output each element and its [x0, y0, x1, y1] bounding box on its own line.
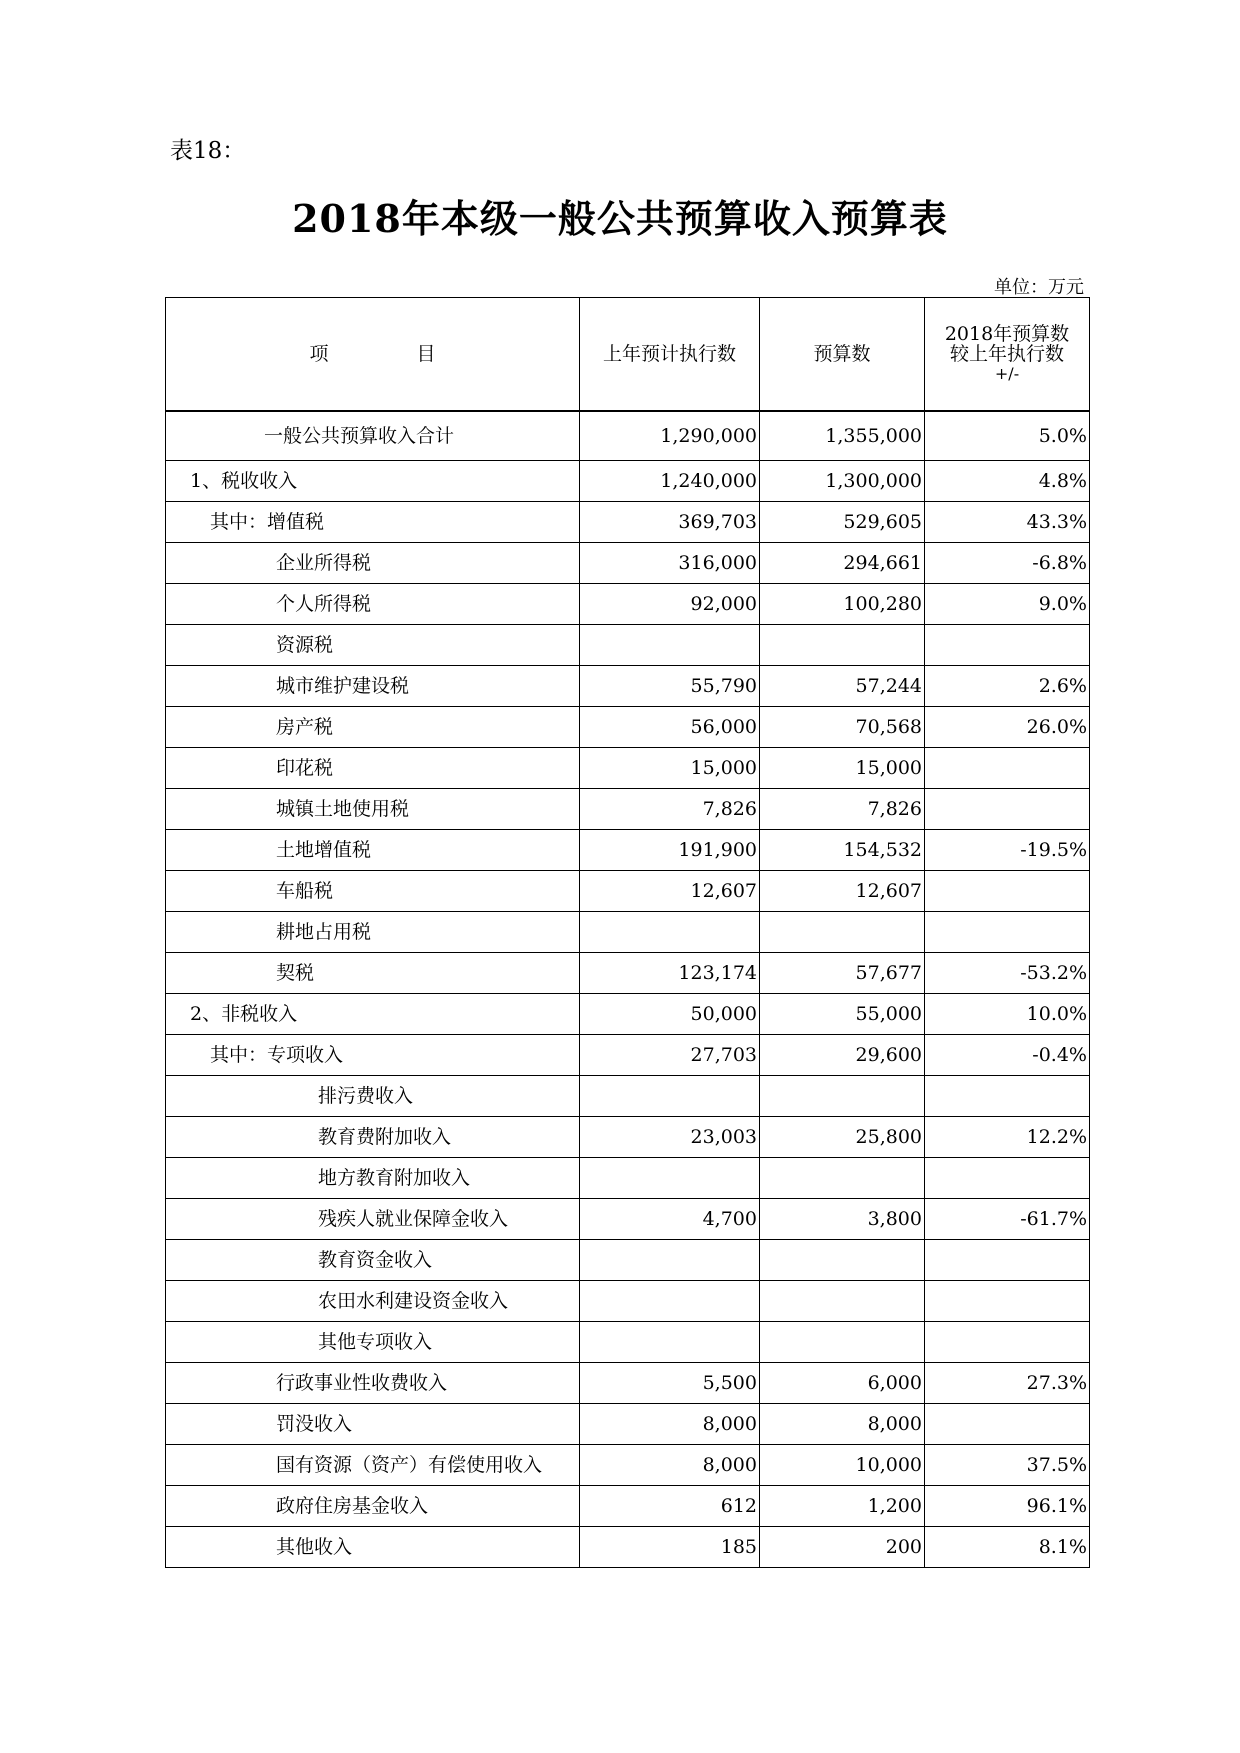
cell-prev: 191,900 [580, 830, 760, 871]
row-label: 其他专项收入 [166, 1322, 580, 1363]
cell-budget: 529,605 [760, 502, 925, 543]
cell-prev: 92,000 [580, 584, 760, 625]
header-prev-executed: 上年预计执行数 [580, 298, 760, 412]
row-label: 罚没收入 [166, 1404, 580, 1445]
table-row [166, 994, 1090, 1035]
row-label: 土地增值税 [166, 830, 580, 871]
cell-budget: 70,568 [760, 707, 925, 748]
cell-change: -0.4% [925, 1035, 1090, 1076]
cell-change: 5.0% [925, 411, 1090, 461]
cell-prev [580, 1281, 760, 1322]
cell-change: 10.0% [925, 994, 1090, 1035]
cell-change: 9.0% [925, 584, 1090, 625]
row-label: 契税 [166, 953, 580, 994]
page-title: 2018年本级一般公共预算收入预算表 [292, 196, 948, 241]
cell-change: 37.5% [925, 1445, 1090, 1486]
row-label: 一般公共预算收入合计 [166, 411, 580, 461]
cell-budget [760, 1158, 925, 1199]
table-row [166, 748, 1090, 789]
cell-budget: 6,000 [760, 1363, 925, 1404]
cell-change [925, 748, 1090, 789]
cell-change [925, 912, 1090, 953]
cell-prev: 56,000 [580, 707, 760, 748]
table-row [166, 461, 1090, 502]
cell-prev: 5,500 [580, 1363, 760, 1404]
cell-prev: 185 [580, 1527, 760, 1568]
cell-budget: 10,000 [760, 1445, 925, 1486]
table-row [166, 584, 1090, 625]
cell-budget: 57,677 [760, 953, 925, 994]
table-row [166, 1117, 1090, 1158]
cell-change: 96.1% [925, 1486, 1090, 1527]
cell-prev [580, 1076, 760, 1117]
cell-prev: 50,000 [580, 994, 760, 1035]
cell-budget: 1,200 [760, 1486, 925, 1527]
cell-change: 26.0% [925, 707, 1090, 748]
cell-prev [580, 1240, 760, 1281]
row-label: 其中：专项收入 [166, 1035, 580, 1076]
cell-change: 4.8% [925, 461, 1090, 502]
cell-prev: 23,003 [580, 1117, 760, 1158]
cell-budget: 57,244 [760, 666, 925, 707]
cell-prev: 369,703 [580, 502, 760, 543]
cell-change: 43.3% [925, 502, 1090, 543]
cell-prev: 612 [580, 1486, 760, 1527]
row-label: 个人所得税 [166, 584, 580, 625]
table-header [166, 298, 1090, 412]
table-row [166, 411, 1090, 461]
cell-change: -19.5% [925, 830, 1090, 871]
cell-prev: 123,174 [580, 953, 760, 994]
cell-change [925, 1322, 1090, 1363]
cell-prev: 27,703 [580, 1035, 760, 1076]
cell-budget [760, 1322, 925, 1363]
cell-budget: 55,000 [760, 994, 925, 1035]
row-label: 其中：增值税 [166, 502, 580, 543]
cell-budget: 100,280 [760, 584, 925, 625]
cell-prev: 8,000 [580, 1445, 760, 1486]
cell-change [925, 871, 1090, 912]
cell-budget: 12,607 [760, 871, 925, 912]
table-row [166, 666, 1090, 707]
table-row [166, 953, 1090, 994]
table-row [166, 1404, 1090, 1445]
cell-change: 12.2% [925, 1117, 1090, 1158]
table-row [166, 1281, 1090, 1322]
cell-change [925, 1281, 1090, 1322]
row-label: 资源税 [166, 625, 580, 666]
cell-prev: 8,000 [580, 1404, 760, 1445]
row-label: 城市维护建设税 [166, 666, 580, 707]
cell-change: -6.8% [925, 543, 1090, 584]
budget-table [165, 297, 1090, 1568]
cell-change: 2.6% [925, 666, 1090, 707]
cell-change [925, 1404, 1090, 1445]
cell-change [925, 1158, 1090, 1199]
table-row [166, 830, 1090, 871]
row-label: 政府住房基金收入 [166, 1486, 580, 1527]
cell-budget: 200 [760, 1527, 925, 1568]
row-label: 1、税收收入 [166, 461, 580, 502]
row-label: 其他收入 [166, 1527, 580, 1568]
header-change: 2018年预算数 较上年执行数 +/- [925, 298, 1090, 412]
cell-change: -61.7% [925, 1199, 1090, 1240]
table-row [166, 1240, 1090, 1281]
table-row [166, 1076, 1090, 1117]
cell-prev [580, 625, 760, 666]
cell-budget [760, 1076, 925, 1117]
table-row [166, 1035, 1090, 1076]
cell-prev: 1,290,000 [580, 411, 760, 461]
row-label: 教育资金收入 [166, 1240, 580, 1281]
table-row [166, 1158, 1090, 1199]
cell-budget: 1,355,000 [760, 411, 925, 461]
row-label: 农田水利建设资金收入 [166, 1281, 580, 1322]
cell-budget: 29,600 [760, 1035, 925, 1076]
row-label: 房产税 [166, 707, 580, 748]
table-number: 表18： [170, 138, 246, 164]
row-label: 2、非税收入 [166, 994, 580, 1035]
cell-change: 27.3% [925, 1363, 1090, 1404]
table-row [166, 1322, 1090, 1363]
row-label: 残疾人就业保障金收入 [166, 1199, 580, 1240]
cell-budget [760, 625, 925, 666]
cell-budget [760, 1281, 925, 1322]
cell-change [925, 625, 1090, 666]
row-label: 印花税 [166, 748, 580, 789]
table-row [166, 707, 1090, 748]
cell-change [925, 1076, 1090, 1117]
row-label: 地方教育附加收入 [166, 1158, 580, 1199]
cell-prev: 1,240,000 [580, 461, 760, 502]
row-label: 企业所得税 [166, 543, 580, 584]
table-row [166, 912, 1090, 953]
table-row [166, 789, 1090, 830]
row-label: 车船税 [166, 871, 580, 912]
cell-prev [580, 1158, 760, 1199]
cell-budget [760, 912, 925, 953]
table-row [166, 1486, 1090, 1527]
cell-prev [580, 1322, 760, 1363]
row-label: 耕地占用税 [166, 912, 580, 953]
unit-label: 单位：万元 [994, 277, 1084, 298]
cell-prev: 316,000 [580, 543, 760, 584]
table-row [166, 625, 1090, 666]
header-budget: 预算数 [760, 298, 925, 412]
cell-budget: 294,661 [760, 543, 925, 584]
cell-prev: 7,826 [580, 789, 760, 830]
row-label: 排污费收入 [166, 1076, 580, 1117]
table-row [166, 871, 1090, 912]
cell-budget: 3,800 [760, 1199, 925, 1240]
row-label: 行政事业性收费收入 [166, 1363, 580, 1404]
cell-change: 8.1% [925, 1527, 1090, 1568]
table-row [166, 1445, 1090, 1486]
header-row [166, 298, 1090, 412]
cell-budget: 1,300,000 [760, 461, 925, 502]
row-label: 教育费附加收入 [166, 1117, 580, 1158]
cell-prev: 12,607 [580, 871, 760, 912]
cell-change: -53.2% [925, 953, 1090, 994]
table-row [166, 1363, 1090, 1404]
cell-change [925, 789, 1090, 830]
cell-prev: 4,700 [580, 1199, 760, 1240]
table-row [166, 502, 1090, 543]
cell-budget [760, 1240, 925, 1281]
cell-prev: 15,000 [580, 748, 760, 789]
table-body [166, 411, 1090, 1568]
cell-budget: 8,000 [760, 1404, 925, 1445]
row-label: 国有资源（资产）有偿使用收入 [166, 1445, 580, 1486]
cell-budget: 154,532 [760, 830, 925, 871]
table-row [166, 1527, 1090, 1568]
cell-prev: 55,790 [580, 666, 760, 707]
table-row [166, 1199, 1090, 1240]
table-row [166, 543, 1090, 584]
header-item: 项 目 [166, 298, 580, 412]
cell-budget: 7,826 [760, 789, 925, 830]
row-label: 城镇土地使用税 [166, 789, 580, 830]
cell-change [925, 1240, 1090, 1281]
cell-budget: 15,000 [760, 748, 925, 789]
cell-budget: 25,800 [760, 1117, 925, 1158]
cell-prev [580, 912, 760, 953]
